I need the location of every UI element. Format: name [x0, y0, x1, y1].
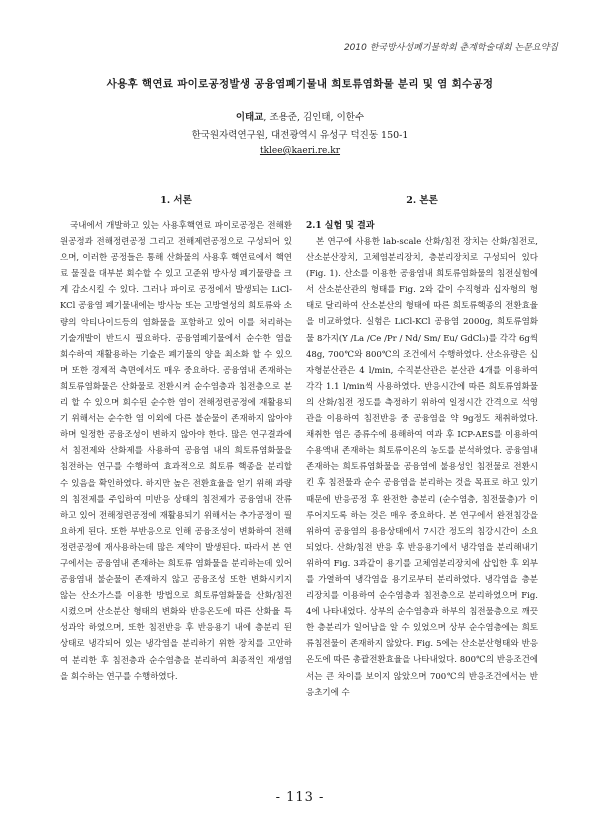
email-link[interactable]: tklee@kaeri.re.kr	[259, 146, 341, 156]
paper-title: 사용후 핵연료 파이로공정발생 공융염폐기물내 희토류염화물 분리 및 염 회수공정	[106, 78, 494, 90]
page-number: - 113 -	[275, 790, 325, 805]
right-column	[306, 218, 538, 738]
running-header: 2010 한국방사성폐기물학회 춘계학술대회 논문요약집	[343, 43, 558, 53]
affiliation: 한국원자력연구원, 대전광역시 유성구 덕진동 150-1	[191, 130, 409, 141]
lead-author: 이태교	[235, 112, 264, 123]
body-paragraph: 본 연구에 사용한 lab-scale 산화/침전 장치는 산화/침전로, 산소분산장치, 고체염분리장치, 층분리장치로 구성되어 있다(Fig. 1). 산소를 이용한 공융염내 희토류염화물의 침전실험에서 산소분산관의 형태를 Fig. 2와 같이 수직형과 십자형의 형태로 달리하여 산소분산의 형태에 따른 희토류핵종의 전환효율을 비교하였다. 실험은 LiCl-KCl 공융염 2000g, 희토류염화물 8가지(Y /La /Ce /Pr / Nd/ Sm/ Eu/ GdCl₃)를 각각 6g씩 48g, 700℃와 800℃의 조건에서 수행하였다. 산소유량은 십자형분산관은 4 l/min, 수직분산관은 분산관 4개를 이용하여 각각 1.1 l/min씩 사용하였다. 반응시간에 따른 희토류염화물의 산화/침전 정도를 측정하기 위하여 일정시간 간격으로 석영관을 이용하여 침전반응 중 공융염을 약 9g정도 채취하였다. 채취한 염은 증류수에 용해하여 여과 후 ICP-AES를 이용하여 수용액내 존재하는 희토류이온의 농도를 분석하였다. 공융염내 존재하는 희토류염화물을 공융염에 불용성인 침전물로 전환시킨 후 침전물과 순수 공융염을 분리하는 것을 목표로 하고 있기 때문에 반응공정 후 완전한 층분리 (순수염층, 침전물층)가 이루어지도록 하는 것은 매우 중요하다. 본 연구에서 완전침강을 위하여 공융염의 용융상태에서 7시간 정도의 침강시간이 소요되었다. 산화/침전 반응 후 반응용기에서 냉각염을 분리해내기 위하여 Fig. 3과같이 용기를 고체염분리장치에 삽입한 후 외부를 가열하여 냉각염을 용기로부터 분리하였다. 냉각염을 층분리장치를 이용하여 순수염층과 침전층으로 분리하였으며 Fig. 4에 나타내었다. 상부의 순수염층과 하부의 침전물층으로 깨끗한 층분리가 일어남을 알 수 있었으며 상부 순수염층에는 희토류침전물이 존재하지 않았다. Fig. 5에는 산소분산형태와 반응 온도에 따른 총괄전환효율을 나타내었다. 800℃의 반응조건에서는 큰 차이를 보이지 않았으며 700℃의 반응조건에서는 반응초기에 수	[306, 237, 538, 698]
email-line	[40, 146, 560, 156]
intro-heading: 1. 서론	[160, 195, 192, 206]
subsection-heading: 2.1 실험 및 결과	[306, 221, 375, 231]
intro-paragraph: 국내에서 개발하고 있는 사용후핵연료 파이로공정은 전해환원공정과 전해정련공정 그리고 전해제련공정으로 구성되어 있으며, 이러한 공정들은 통해 산화물의 사용후 핵연료에서 핵연료 물질을 대부분 회수할 수 있고 고준위 방사성 폐기물량을 크게 감소시킬 수 있다. 그러나 파이로 공정에서 발생되는 LiCl-KCl 공융염 폐기물내에는 방사능 또는 고방열성의 희토류와 소량의 악티나이드등의 염화물을 포함하고 있어 이를 처리하는 기술개발이 반드시 필요하다. 공융염폐기물에서 순수한 염을 회수하여 재활용하는 기술은 폐기물의 양을 최소화 할 수 있으며 또한 경제적 측면에서도 매우 중요하다. 공융염내 존재하는 희토류염화물은 산화물로 전환시켜 순수염층과 침전층으로 분리 할 수 있으며 회수된 순수한 염이 전해정련공정에 재활용되기 위해서는 순수한 염 이외에 다른 불순물이 존재하지 않아야 하며 일정한 공융조성이 변하지 않아야 한다. 많은 연구결과에서 침전제와 산화제를 사용하여 공융염 내의 희토류염화물을 침전하는 연구를 수행하여 효과적으로 희토류 핵종을 분리할 수 있음을 확인하였다. 하지만 높은 전환효율을 얻기 위해 과량의 침전제를 주입하여 미반응 상태의 침전제가 공융염내 잔류하고 있어 전해정련공정에 재활용되기 위해서는 추가공정이 필요하게 된다. 또한 부반응으로 인해 공융조성이 변화하여 전해정련공정에 재사용하는데 많은 제약이 발생된다. 따라서 본 연구에서는 공융염내 존재하는 희토류 염화물을 분리하는데 있어 공융염내 불순물이 존재하지 않고 공융조성 또한 변화시키지 않는 산소가스를 이용한 방법으로 희토류염화물을 산화/침전 시켰으며 산소분산 형태의 변화와 반응온도에 따른 산화율 특성과악 하였으며, 또한 침전반응 후 반응용기 내에 층분리 된 상태로 냉각되어 있는 냉각염을 분리하기 위한 장치를 고안하여 분리한 후 침전층과 순수염층을 분리하여 최종적인 재생염을 회수하는 연구를 수행하였다.	[60, 221, 292, 682]
body-heading: 2. 본론	[406, 195, 438, 206]
left-column	[60, 218, 292, 738]
co-authors: , 조용준, 김인태, 이한수	[263, 112, 365, 123]
author-line	[40, 109, 560, 123]
